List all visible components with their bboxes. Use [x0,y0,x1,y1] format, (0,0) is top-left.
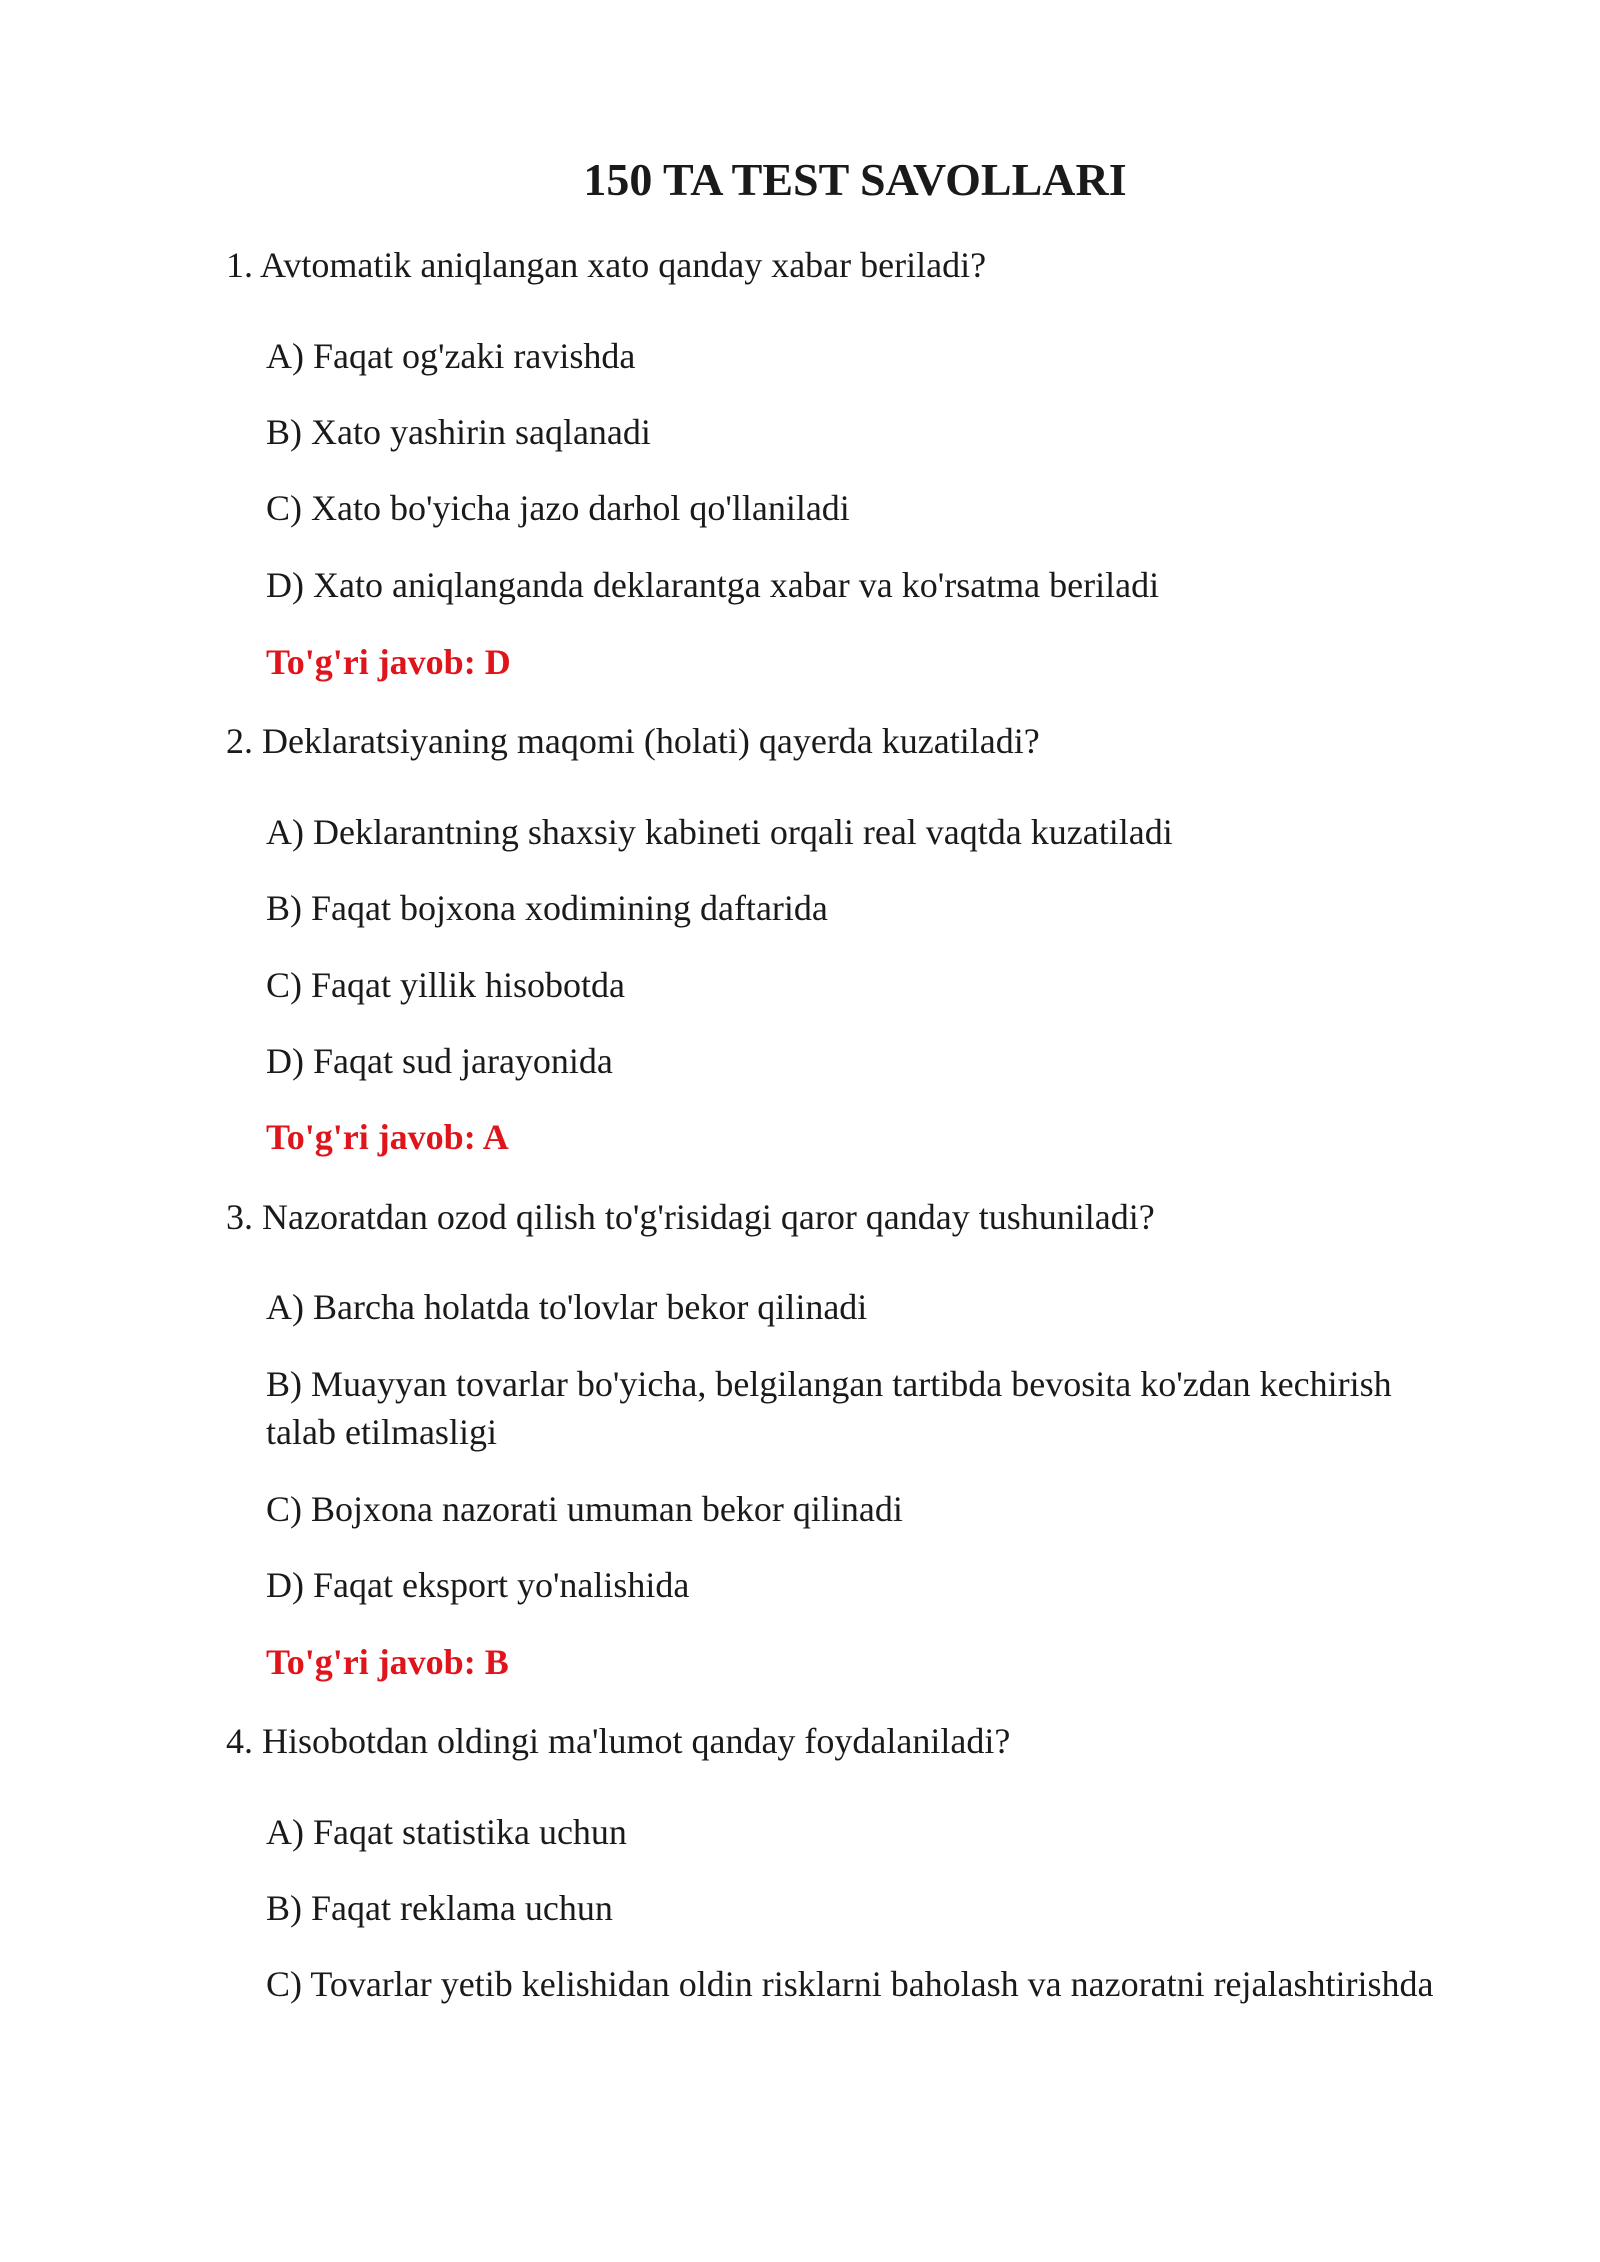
question-4-option-c: C) Tovarlar yetib kelishidan oldin risklarni baholash va nazoratni rejalashtirishda [266,1964,1434,2004]
question-2-option-c: C) Faqat yillik hisobotda [266,965,625,1005]
question-2-correct-answer: To'g'ri javob: A [266,1117,509,1157]
question-4-option-b: B) Faqat reklama uchun [266,1888,613,1928]
question-1-option-d: D) Xato aniqlanganda deklarantga xabar va ko'rsatma beriladi [266,565,1160,605]
question-4: 4. Hisobotdan oldingi ma'lumot qanday foydalaniladi? [226,1721,1011,1761]
question-2-option-d: D) Faqat sud jarayonida [266,1041,613,1081]
question-3-option-d: D) Faqat eksport yo'nalishida [266,1565,690,1605]
question-2: 2. Deklaratsiyaning maqomi (holati) qayerda kuzatiladi? [226,721,1040,761]
question-3-correct-answer: To'g'ri javob: B [266,1642,509,1682]
document-title: 150 TA TEST SAVOLLARI [583,154,1127,205]
question-1-option-a: A) Faqat og'zaki ravishda [266,336,636,376]
question-2-option-a: A) Deklarantning shaxsiy kabineti orqali real vaqtda kuzatiladi [266,812,1173,852]
question-1-option-b: B) Xato yashirin saqlanadi [266,412,651,452]
question-1-correct-answer: To'g'ri javob: D [266,642,511,682]
question-3: 3. Nazoratdan ozod qilish to'g'risidagi qaror qanday tushuniladi? [226,1197,1155,1237]
question-4-option-a: A) Faqat statistika uchun [266,1812,627,1852]
question-3-option-c: C) Bojxona nazorati umuman bekor qilinadi [266,1489,903,1529]
question-3-option-a: A) Barcha holatda to'lovlar bekor qilinadi [266,1287,868,1327]
question-2-option-b: B) Faqat bojxona xodimining daftarida [266,888,828,928]
question-3-option-b: B) Muayyan tovarlar bo'yicha, belgilangan tartibda bevosita ko'zdan kechirish talab etilmasligi [266,1364,1392,1452]
question-1-option-c: C) Xato bo'yicha jazo darhol qo'llaniladi [266,488,850,528]
question-1: 1. Avtomatik aniqlangan xato qanday xabar beriladi? [226,245,987,285]
